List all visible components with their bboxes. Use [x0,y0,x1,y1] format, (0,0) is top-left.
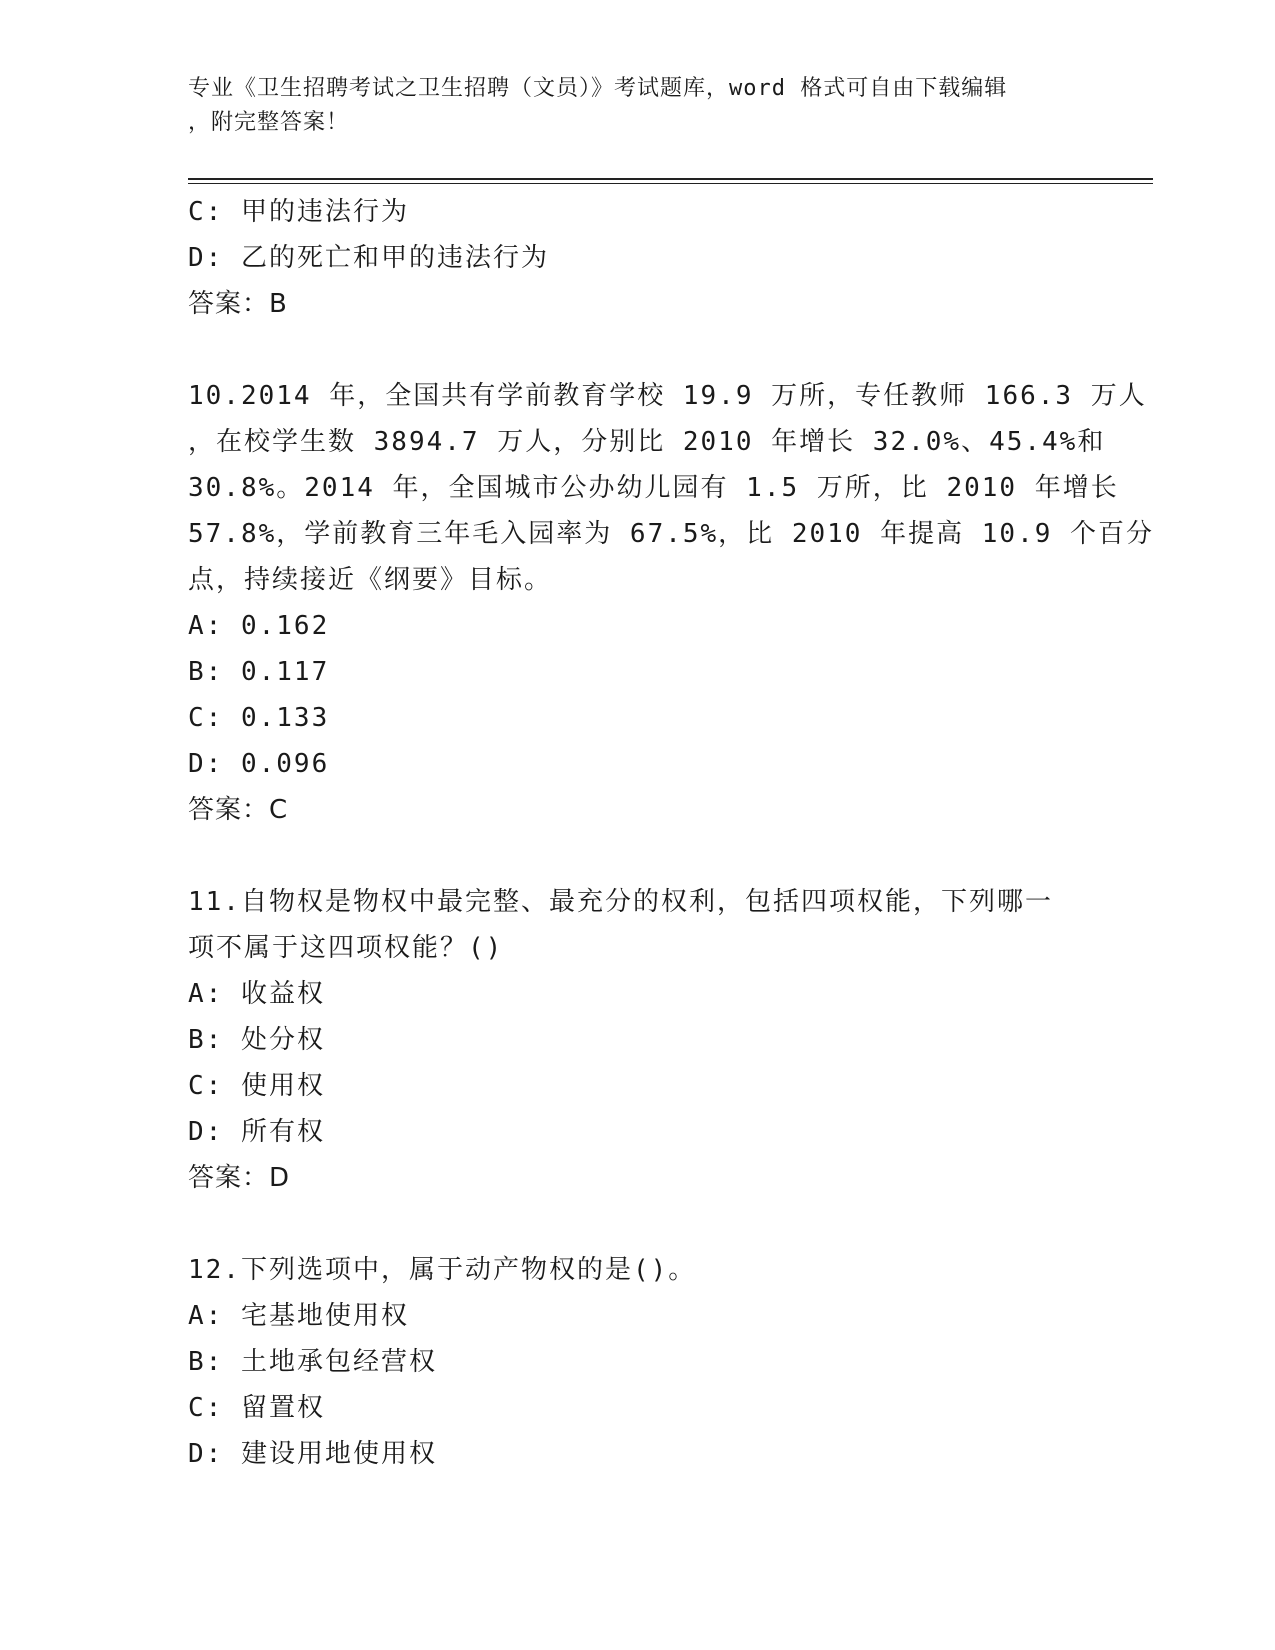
question-11-stem-line: 11.自物权是物权中最完整、最充分的权利，包括四项权能，下列哪一 [188,887,1053,917]
question-list [188,189,1155,1477]
question-12 [188,1247,1088,1477]
question-9-option-c: C: 甲的违法行为 [188,197,409,227]
question-11 [188,879,1088,1201]
header-divider [188,178,1153,180]
question-10 [188,373,1155,833]
question-10-stem-line: 点，持续接近《纲要》目标。 [188,565,553,595]
question-12-option-d: D: 建设用地使用权 [188,1439,437,1469]
question-10-stem-line: 10.2014 年，全国共有学前教育学校 19.9 万所，专任教师 166.3 万人 [188,381,1147,411]
question-10-answer: 答案：C [188,795,289,825]
question-12-option-c: C: 留置权 [188,1393,325,1423]
question-10-option-c: C: 0.133 [188,703,330,733]
question-10-stem-line: 57.8%，学前教育三年毛入园率为 67.5%，比 2010 年提高 10.9 个百分 [188,519,1155,549]
question-10-stem-line: ，在校学生数 3894.7 万人，分别比 2010 年增长 32.0%、45.4%和 [188,427,1106,457]
question-9-answer: 答案：B [188,289,288,319]
spacer [188,327,1088,373]
question-11-stem-line: 项不属于这四项权能？() [188,933,504,963]
question-9-option-d: D: 乙的死亡和甲的违法行为 [188,243,549,273]
spacer [188,1201,1088,1247]
document-header [188,72,1088,140]
question-12-option-b: B: 土地承包经营权 [188,1347,437,1377]
question-11-option-a: A: 收益权 [188,979,325,1009]
question-11-option-d: D: 所有权 [188,1117,325,1147]
question-10-option-a: A: 0.162 [188,611,330,641]
question-11-option-c: C: 使用权 [188,1071,325,1101]
question-10-option-b: B: 0.117 [188,657,330,687]
spacer [188,833,1088,879]
question-10-stem-line: 30.8%。2014 年，全国城市公办幼儿园有 1.5 万所，比 2010 年增长 [188,473,1119,503]
question-12-option-a: A: 宅基地使用权 [188,1301,409,1331]
question-9 [188,189,1088,327]
question-12-stem-line: 12.下列选项中，属于动产物权的是()。 [188,1255,697,1285]
question-11-option-b: B: 处分权 [188,1025,325,1055]
header-divider-thin [188,183,1153,184]
question-11-answer: 答案：D [188,1163,291,1193]
header-line-2: ，附完整答案！ [188,110,350,135]
question-10-option-d: D: 0.096 [188,749,330,779]
header-line-1: 专业《卫生招聘考试之卫生招聘（文员）》考试题库，word 格式可自由下载编辑 [188,76,1008,101]
